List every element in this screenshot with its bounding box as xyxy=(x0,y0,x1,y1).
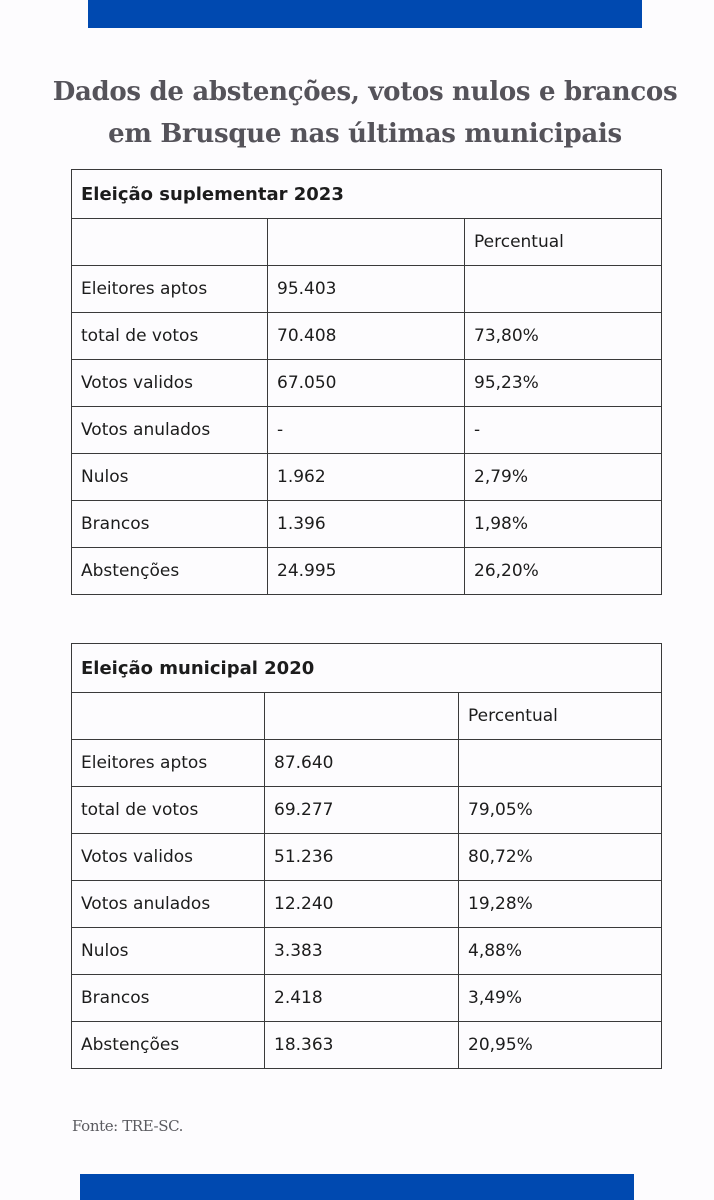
row-label: Brancos xyxy=(72,975,265,1022)
row-percent: 79,05% xyxy=(459,787,662,834)
row-value: 1.396 xyxy=(268,501,465,548)
table-heading: Eleição municipal 2020 xyxy=(72,644,662,693)
column-header-percentual: Percentual xyxy=(465,219,662,266)
row-label: Abstenções xyxy=(72,548,268,595)
column-header xyxy=(265,693,459,740)
table-row xyxy=(72,834,662,881)
column-header-row xyxy=(72,219,662,266)
row-label: Votos anulados xyxy=(72,407,268,454)
row-value: 69.277 xyxy=(265,787,459,834)
table-row xyxy=(72,787,662,834)
row-percent: 95,23% xyxy=(465,360,662,407)
row-label: Votos validos xyxy=(72,834,265,881)
row-percent xyxy=(459,740,662,787)
table-heading-row xyxy=(72,170,662,219)
row-label: Nulos xyxy=(72,454,268,501)
row-label: Eleitores aptos xyxy=(72,740,265,787)
row-label: total de votos xyxy=(72,313,268,360)
row-label: total de votos xyxy=(72,787,265,834)
table-row xyxy=(72,881,662,928)
table-row xyxy=(72,501,662,548)
row-percent: 73,80% xyxy=(465,313,662,360)
table-heading: Eleição suplementar 2023 xyxy=(72,170,662,219)
row-value: - xyxy=(268,407,465,454)
table-row xyxy=(72,548,662,595)
table-eleicao-2020 xyxy=(71,643,662,1069)
table-row xyxy=(72,266,662,313)
table-row xyxy=(72,975,662,1022)
row-value: 18.363 xyxy=(265,1022,459,1069)
table-heading-row xyxy=(72,644,662,693)
top-accent-bar xyxy=(88,0,642,28)
row-value: 3.383 xyxy=(265,928,459,975)
row-value: 67.050 xyxy=(268,360,465,407)
column-header xyxy=(72,693,265,740)
row-label: Abstenções xyxy=(72,1022,265,1069)
row-percent xyxy=(465,266,662,313)
row-percent: 4,88% xyxy=(459,928,662,975)
table-row xyxy=(72,313,662,360)
row-value: 24.995 xyxy=(268,548,465,595)
row-label: Votos validos xyxy=(72,360,268,407)
column-header-percentual: Percentual xyxy=(459,693,662,740)
row-percent: 80,72% xyxy=(459,834,662,881)
row-label: Nulos xyxy=(72,928,265,975)
table-eleicao-2023 xyxy=(71,169,662,595)
row-percent: 2,79% xyxy=(465,454,662,501)
row-label: Eleitores aptos xyxy=(72,266,268,313)
column-header xyxy=(72,219,268,266)
bottom-accent-bar xyxy=(80,1174,634,1200)
row-value: 70.408 xyxy=(268,313,465,360)
row-percent: 3,49% xyxy=(459,975,662,1022)
row-value: 51.236 xyxy=(265,834,459,881)
row-percent: - xyxy=(465,407,662,454)
row-value: 95.403 xyxy=(268,266,465,313)
table-row xyxy=(72,407,662,454)
row-value: 1.962 xyxy=(268,454,465,501)
source-note: Fonte: TRE-SC. xyxy=(72,1117,183,1135)
row-value: 2.418 xyxy=(265,975,459,1022)
table-row xyxy=(72,1022,662,1069)
title-line-2: em Brusque nas últimas municipais xyxy=(108,119,622,150)
row-label: Votos anulados xyxy=(72,881,265,928)
table-row xyxy=(72,360,662,407)
row-value: 87.640 xyxy=(265,740,459,787)
table-row xyxy=(72,454,662,501)
row-percent: 1,98% xyxy=(465,501,662,548)
title-line-1: Dados de abstenções, votos nulos e brancos xyxy=(52,77,678,108)
table-row xyxy=(72,740,662,787)
page-title xyxy=(0,71,714,155)
row-label: Brancos xyxy=(72,501,268,548)
row-percent: 20,95% xyxy=(459,1022,662,1069)
row-percent: 26,20% xyxy=(465,548,662,595)
column-header xyxy=(268,219,465,266)
row-percent: 19,28% xyxy=(459,881,662,928)
table-row xyxy=(72,928,662,975)
row-value: 12.240 xyxy=(265,881,459,928)
column-header-row xyxy=(72,693,662,740)
